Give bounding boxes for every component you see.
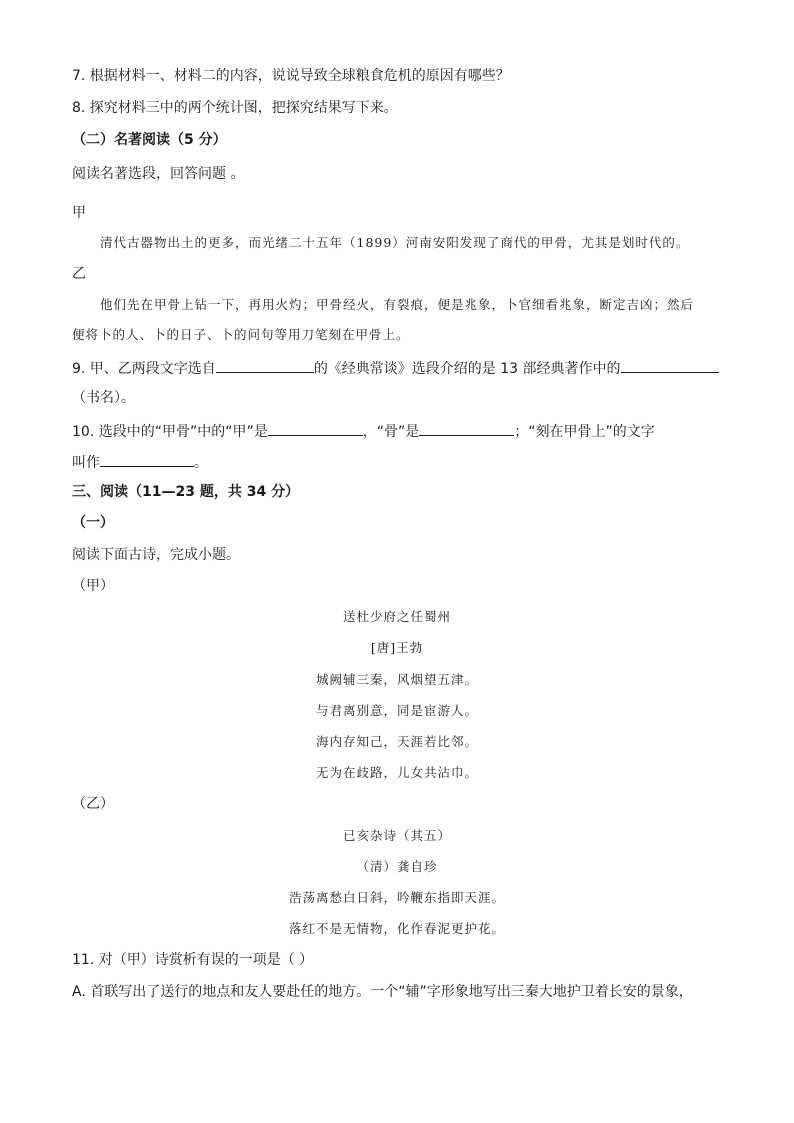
question-10-part-3: ；“刻在甲骨上”的文字 [514, 424, 655, 440]
question-10-part-2: ，“骨”是 [362, 424, 420, 440]
poem-jia-line-3: 海内存知己，天涯若比邻。 [315, 734, 478, 749]
answer-blank-10b[interactable] [419, 420, 514, 436]
passage-yi-line-1: 他们先在甲骨上钻一下，再用火灼；甲骨经火，有裂痕，便是兆象，卜官细看兆象，断定吉凶；然后 [100, 297, 695, 312]
section-3-heading: 三、阅读（11—23 题，共 34 分） [72, 484, 300, 500]
question-11-option-a[interactable]: A. 首联写出了送行的地点和友人要赴任的地方。一个“辅”字形象地写出三秦大地护卫着长安的景象， [72, 984, 693, 1000]
subsection-1-heading: （一） [72, 515, 114, 531]
question-9 [72, 357, 722, 379]
reading-instruction: 阅读名著选段，回答问题 。 [72, 166, 245, 182]
poem-yi-label: （乙） [72, 796, 114, 812]
poem-jia-line-2: 与君离别意，同是宦游人。 [315, 703, 478, 718]
passage-jia-text: 清代古器物出土的更多，而光绪二十五年（1899）河南安阳发现了商代的甲骨，尤其是划时代的。 [100, 235, 690, 250]
poem-jia-label: （甲） [72, 578, 114, 594]
question-9-continued: （书名）。 [72, 390, 135, 406]
answer-blank-9a[interactable] [216, 357, 314, 373]
question-9-part-2: 的《经典常谈》选段介绍的是 13 部经典著作中的 [313, 361, 621, 377]
passage-yi-label: 乙 [72, 266, 86, 282]
answer-blank-10c[interactable] [100, 451, 194, 467]
answer-blank-10a[interactable] [268, 420, 363, 436]
poem-yi-line-2: 落红不是无情物，化作春泥更护花。 [288, 921, 505, 936]
question-10-part-1: 10. 选段中的“甲骨”中的“甲”是 [72, 424, 268, 440]
question-11: 11. 对（甲）诗赏析有误的一项是（ ） [72, 952, 314, 968]
question-9-part-1: 9. 甲、乙两段文字选自 [72, 361, 216, 377]
poem-yi-line-1: 浩荡离愁白日斜，吟鞭东指即天涯。 [288, 890, 505, 905]
passage-jia-label: 甲 [72, 205, 86, 221]
answer-blank-9b[interactable] [621, 357, 719, 373]
question-7: 7. 根据材料一、材料二的内容，说说导致全球粮食危机的原因有哪些？ [72, 68, 510, 84]
section-2-heading: （二）名著阅读（5 分） [72, 132, 227, 148]
poem-instruction: 阅读下面古诗，完成小题。 [72, 547, 240, 563]
passage-yi-line-2: 便将卜的人、卜的日子、卜的问句等用刀笔刻在甲骨上。 [72, 327, 410, 342]
question-8: 8. 探究材料三中的两个统计图，把探究结果写下来。 [72, 100, 398, 116]
question-10-part-4: 叫作 [72, 455, 100, 471]
question-10 [72, 420, 722, 442]
poem-yi-title: 已亥杂诗（其五） [342, 828, 451, 843]
poem-jia-line-1: 城阙辅三秦，风烟望五津。 [315, 672, 478, 687]
poem-jia-line-4: 无为在歧路，儿女共沾巾。 [315, 765, 478, 780]
poem-jia-title: 送杜少府之任蜀州 [342, 609, 451, 624]
question-10-continued [72, 451, 722, 473]
question-10-part-5: 。 [194, 455, 208, 471]
poem-jia-author: [唐]王勃 [370, 640, 424, 655]
poem-yi-author: （清）龚自珍 [356, 859, 438, 874]
